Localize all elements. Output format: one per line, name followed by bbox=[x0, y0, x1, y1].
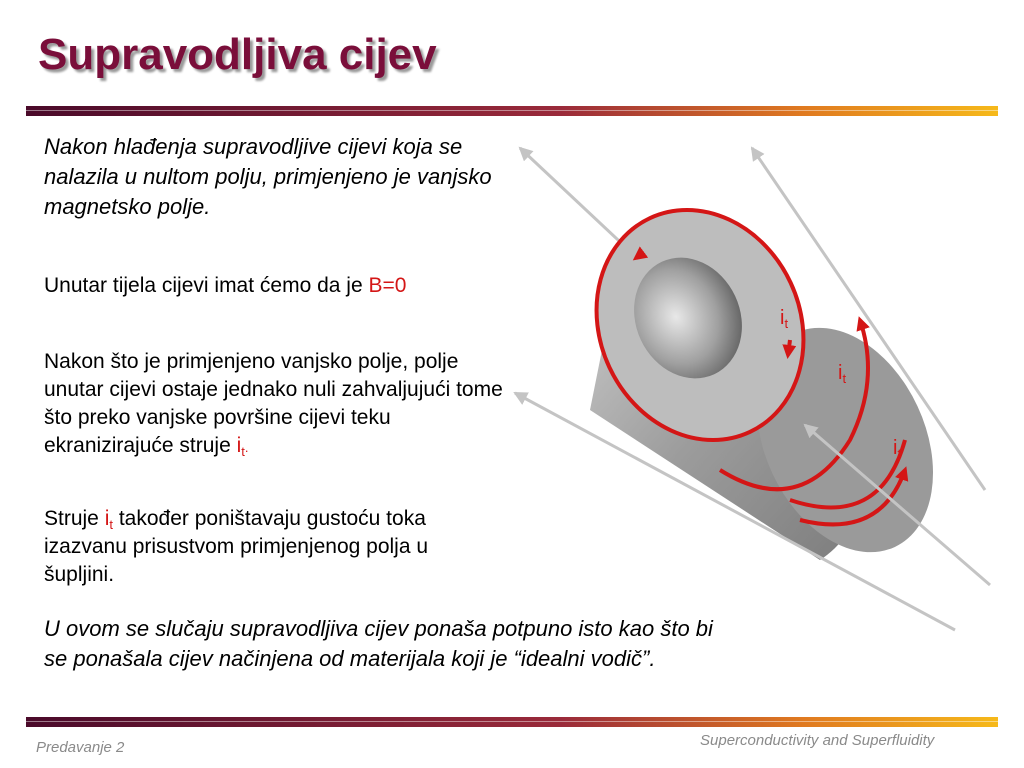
paragraph-conclusion: U ovom se slučaju supravodljiva cijev ponaša potpuno isto kao što bi se ponašala cijev načinjena od materijala koji je “idealni vodič”. bbox=[44, 616, 713, 671]
current-label: $i_t$ bbox=[780, 307, 789, 331]
slide-title: Supravodljiva cijev bbox=[38, 30, 437, 79]
current-label: $i_t$ bbox=[893, 437, 902, 461]
field-value: B=0 bbox=[368, 274, 407, 297]
paragraph-inside: Unutar tijela cijevi imat ćemo da je B=0 bbox=[44, 274, 407, 297]
current-label: $i_t$ bbox=[838, 362, 847, 386]
footer-lecture: Predavanje 2 bbox=[36, 739, 125, 756]
paragraph-intro: Nakon hlađenja supravodljive cijevi koja se nalazila u nultom polju, primjenjeno je vanjsko magnetsko polje. bbox=[44, 134, 492, 219]
paragraph-screening: Nakon što je primjenjeno vanjsko polje, polje unutar cijevi ostaje jednako nuli zahvaljujući tome što preko vanjske površine cijevi teku ekranizirajuće struje $i_t$. bbox=[44, 350, 503, 459]
footer-course: Superconductivity and Superfluidity bbox=[700, 732, 935, 749]
paragraph-currents: Struje $i_t$ također poništavaju gustoću toka izazvanu prisustvom primjenjenog polja u šupljini. bbox=[44, 507, 429, 586]
